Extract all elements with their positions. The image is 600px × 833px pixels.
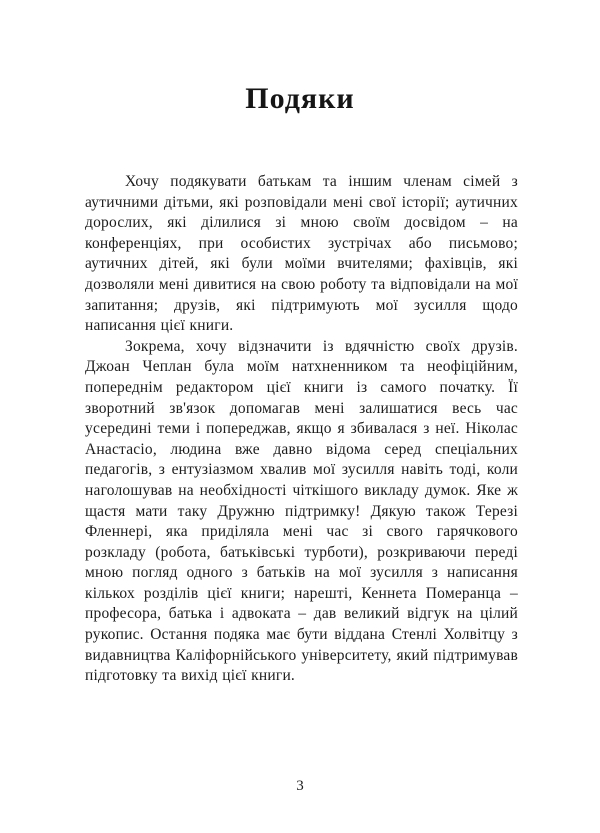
text-block xyxy=(85,172,518,687)
paragraph-acknowledgement-general: Хочу подякувати батькам та іншим членам сімей з аутичними дітьми, які розповідали мені свої історії; аутичних дорослих, які ділилися зі мною своїм досвідом – на конференціях, при особистих зустрічах або письмово; аутичних дітей, які були моїми вчителями; фахівців, які дозволяли мені дивитися на свою роботу та відповідали на мої запитання; друзів, які підтримують мої зусилля щодо написання цієї книги. xyxy=(85,173,518,335)
page-title: Подяки xyxy=(245,82,355,115)
paragraph-acknowledgement-friends: Зокрема, хочу відзначити із вдячністю своїх друзів. Джоан Чеплан була моїм натхненником та неофіційним, попереднім редактором цієї книги із самого початку. Її зворотний зв'язок допомагав мені залишатися весь час усередині теми і попереджав, якщо я збивалася з неї. Ніколас Анастасіо, людина вже давно відома серед спеціальних педагогів, з ентузіазмом хвалив мої зусилля навіть тоді, коли наголошував на необхідності чіткішого викладу думок. Яке ж щастя мати таку Дружню підтримку! Дякую також Терезі Фленнері, яка приділяла мені час зі свого гарячкового розкладу (робота, батьківські турботи), розкриваючи переді мною погляд одного з батьків на мої зусилля з написання кількох розділів цієї книги; нарешті, Кеннета Померанца – професора, батька і адвоката – дав великий відгук на цілий рукопис. Остання подяка має бути віддана Стенлі Холвітцу з видавництва Каліфорнійського університету, який підтримував підготовку та вихід цієї книги. xyxy=(85,337,518,685)
page-number: 3 xyxy=(296,778,304,794)
